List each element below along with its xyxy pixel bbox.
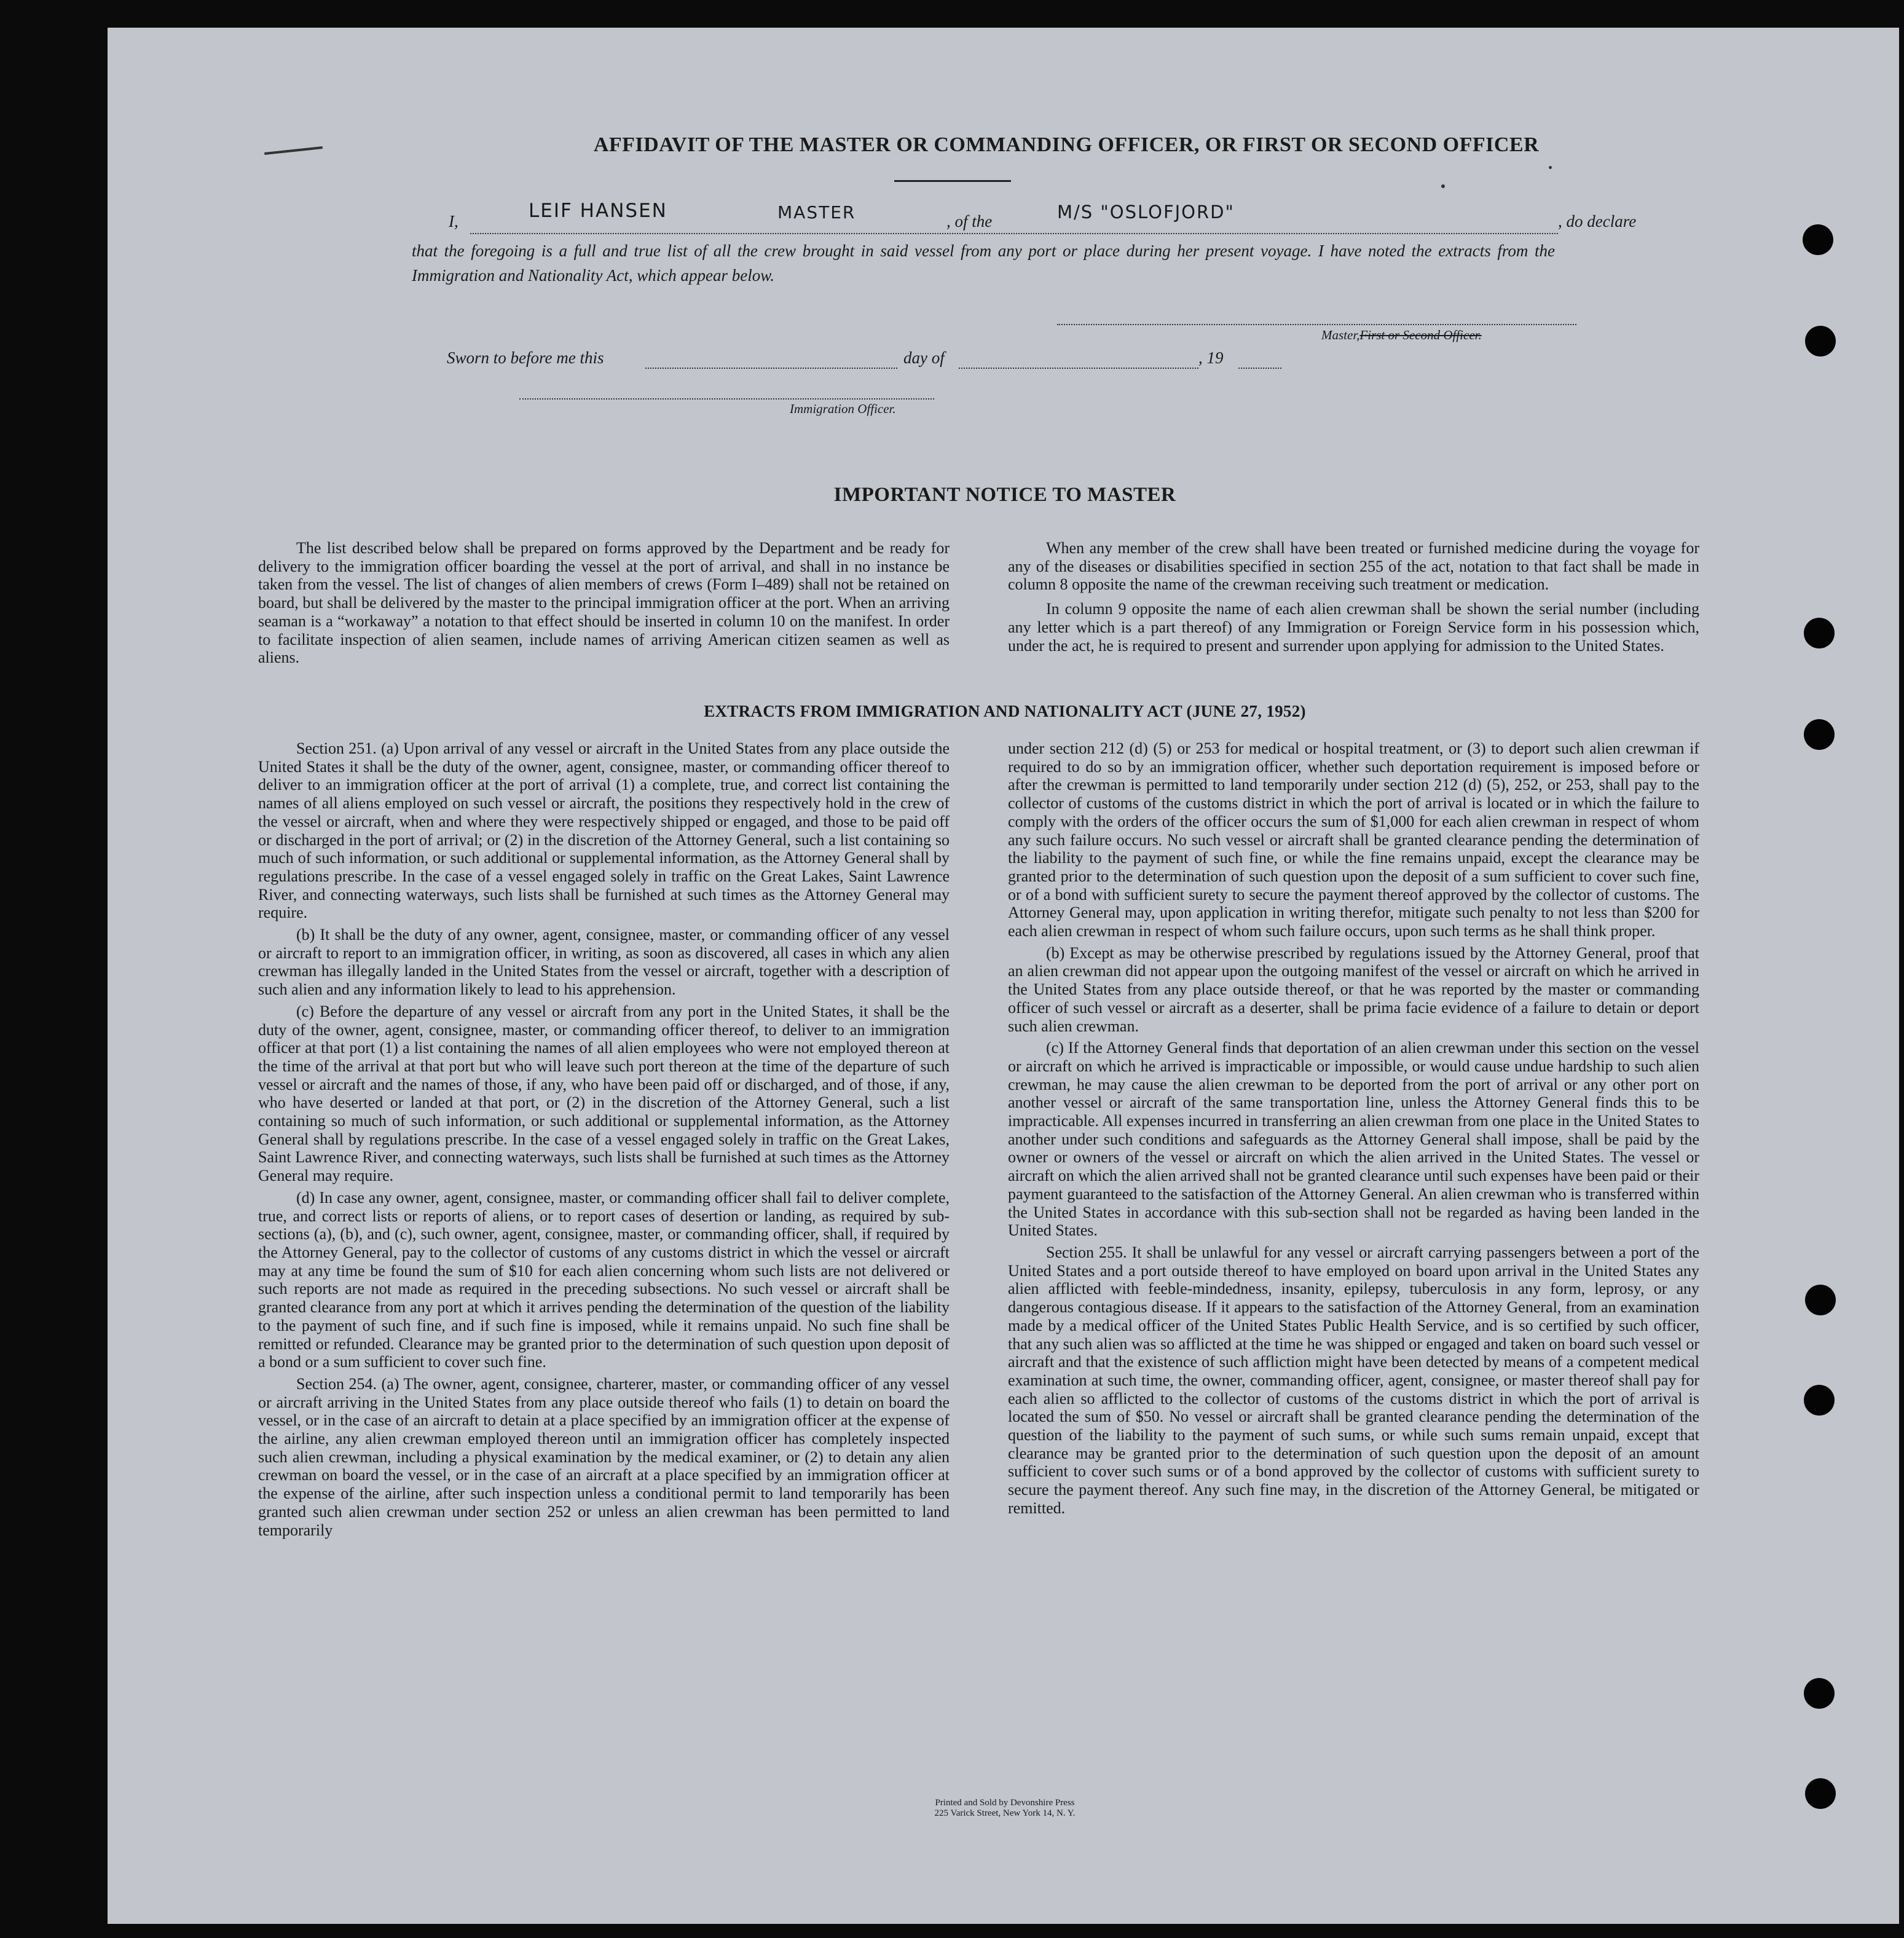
extracts-heading: EXTRACTS FROM IMMIGRATION AND NATIONALITY ACT (JUNE 27, 1952) — [704, 702, 1306, 720]
punch-hole — [1805, 326, 1836, 356]
of-the-label: , of the — [946, 212, 993, 230]
section-251-d: (d) In case any owner, agent, consignee, master, or commanding officer shall fail to deliver complete, true, and correct lists or reports of aliens, or to report cases of desertion or landing, as required by sub-sections (a), (b), and (c), such owner, agent, consignee, master, or commanding officer, shall, if required by the Attorney General, pay to the collector of customs of any customs district in which the vessel or aircraft may at any time be found the sum of $10 for each alien concerning whom such lists are not delivered or such reports are not made as required in the preceding subsections. No such vessel or aircraft shall be granted clearance from any port at which it arrives pending the determination of the question of the liability to the payment of such fine, and if such fine is imposed, while it remains unpaid. No such fine shall be remitted or refunded. Clearance may be granted prior to the determination of such question upon deposit of a bond or a sum sufficient to cover such fine. — [258, 1188, 950, 1371]
day-of-label: day of — [903, 349, 945, 367]
master-rank: MASTER — [777, 202, 856, 223]
master-label: Master, — [1321, 328, 1360, 342]
sworn-month-line — [959, 350, 1198, 369]
punch-hole — [1804, 1385, 1835, 1416]
punch-hole — [1805, 1285, 1836, 1315]
section-255: Section 255. It shall be unlawful for any vessel or aircraft carrying passengers between a port of the United States and a port outside thereof to have employed on board upon arrival in the United States any alien afflicted with feeble-mindedness, insanity, epilepsy, tuberculosis in any form, leprosy, or any dangerous contagious disease. If it appears to the satisfaction of the Attorney General, from an examination made by a medical officer of the United States Public Health Service, and is so certified by such officer, that any such alien was so afflicted at the time he was shipped or engaged and taken on board such vessel or aircraft and that the existence of such affliction might have been detected by means of a competent medical examination at such time, the owner, commanding officer, agent, consignee, or master thereof shall pay for each alien so afflicted to the collector of customs of the customs district in which the port of arrival is located the sum of $50. No vessel or aircraft shall be granted clearance pending the determination of the question of the liability to the payment of such sums, or while such sums remain unpaid, except that clearance may be granted prior to the determination of such question upon the deposit of an amount sufficient to cover such sums or of a bond approved by the collector of customs with sufficient surety to secure the payment thereof. Any such fine may, in the discretion of the Attorney General, be mitigated or remitted. — [1008, 1243, 1699, 1517]
extracts-right-column — [1008, 739, 1699, 1521]
punch-hole — [1804, 719, 1835, 750]
affidavit-title: AFFIDAVIT OF THE MASTER OR COMMANDING OFFICER, OR FIRST OR SECOND OFFICER — [593, 133, 1540, 156]
punch-hole — [1804, 618, 1835, 648]
notice-left-column — [258, 539, 950, 671]
declaration-body: that the foregoing is a full and true list of all the crew brought in said vessel from any port or place during her present voyage. I have noted the extracts from the Immigration and Nationality Act, which appear below. — [412, 242, 1555, 285]
punch-hole — [1804, 1678, 1835, 1709]
punch-hole — [1805, 1778, 1836, 1809]
printer-imprint — [808, 1798, 1202, 1819]
title-underline — [894, 180, 1011, 182]
printer-line-2: 225 Varick Street, New York 14, N. Y. — [934, 1808, 1076, 1818]
punch-hole — [1803, 224, 1833, 255]
sworn-label: Sworn to before me this — [447, 349, 604, 367]
officer-signature-line — [519, 398, 934, 400]
signature-caption — [1321, 328, 1482, 343]
master-name: LEIF HANSEN — [529, 200, 667, 222]
document-page — [108, 28, 1899, 1924]
extracts-left-column — [258, 739, 950, 1543]
do-declare-label: , do declare — [1558, 212, 1637, 230]
scan-dot — [1441, 184, 1445, 188]
sworn-day-line — [645, 350, 897, 369]
scan-mark — [264, 146, 323, 155]
section-254-c: (c) If the Attorney General finds that deportation of an alien crewman under this section on the vessel or aircraft on which he arrived is impracticable or impossible, or would cause undue hardship to such alien crewman, he may cause the alien crewman to be deported from the port of arrival or any other port on another vessel or aircraft of the same transportation line, unless the Attorney General finds this to be impracticable. All expenses incurred in transferring an alien crewman from one place in the United States to another under such conditions and safeguards as the Attorney General shall impose, shall be paid by the owner or owners of the vessel or aircraft on which the alien arrived in the United States. The vessel or aircraft on which the alien arrived shall not be granted clearance until such expenses have been paid or their payment guaranteed to the satisfaction of the Attorney General. An alien crewman who is transferred within the United States in accordance with this sub-section shall not be regarded as having been landed in the United States. — [1008, 1039, 1699, 1240]
section-251-c: (c) Before the departure of any vessel or aircraft from any port in the United States, it shall be the duty of the owner, agent, consignee, master, or commanding officer thereof, to deliver to an immigration officer at that port (1) a list containing the names of all alien employees who were not employed thereon at the time of the arrival at that port but who will leave such port thereon at the time of the departure of such vessel or aircraft and the names of those, if any, who have been paid off or discharged, and of those, if any, who have deserted or landed at that port, or (2) in the discretion of the Attorney General, such a list containing so much of such information, or such additional or supplemental information, as the Attorney General shall by regulations prescribe. In the case of a vessel engaged solely in traffic on the Great Lakes, Saint Lawrence River, and connecting waterways, such lists shall be furnished at such times as the Attorney General may require. — [258, 1002, 950, 1185]
section-254-b: (b) Except as may be otherwise prescribed by regulations issued by the Attorney General, proof that an alien crewman did not appear upon the outgoing manifest of the vessel or aircraft on which he arrived in the United States from any place outside thereof, or that he was reported by the master or commanding officer of such vessel or aircraft as a deserter, shall be prima facie evidence of a failure to detain or deport such alien crewman. — [1008, 943, 1699, 1035]
section-251-a: Section 251. (a) Upon arrival of any vessel or aircraft in the United States from any place outside the United States it shall be the duty of the owner, agent, consignee, master, or commanding officer thereof to deliver to an immigration officer at the port of arrival (1) a complete, true, and correct list containing the names of all aliens employed on such vessel or aircraft, the positions they respectively hold in the crew of the vessel or aircraft, when and where they were respectively shipped or engaged, and those to be paid off or discharged in the port of arrival; or (2) in the discretion of the Attorney General, such a list containing so much of such information, or such additional or supplemental information, as the Attorney General shall by regulations prescribe. In the case of a vessel engaged solely in traffic on the Great Lakes, Saint Lawrence River, and connecting waterways, such lists shall be furnished at such times as the Attorney General may require. — [258, 739, 950, 922]
signature-line — [1057, 324, 1576, 325]
notice-right-paragraph-2: In column 9 opposite the name of each alien crewman shall be shown the serial number (including any letter which is a part thereof) of any Immigration or Foreign Service form in his possession which, under the act, he is required to present and surrender upon applying for admission to the United States. — [1008, 600, 1699, 655]
notice-left-paragraph: The list described below shall be prepared on forms approved by the Department and be ready for delivery to the immigration officer boarding the vessel at the port of arrival, and shall in no instance be taken from the vessel. The list of changes of alien members of crews (Form I–489) shall not be retained on board, but shall be delivered by the master to the principal immigration officer at the port. When an arriving seaman is a “workaway” a notation to that effect should be inserted in column 10 on the manifest. In order to facilitate inspection of alien seamen, include names of arriving American citizen seamen as well as aliens. — [258, 539, 950, 667]
section-254-a: Section 254. (a) The owner, agent, consignee, charterer, master, or commanding officer of any vessel or aircraft arriving in the United States from any place outside thereof who fails (1) to detain on board the vessel, or in the case of an aircraft to detain at a place specified by an immigration officer at the expense of the airline, any alien crewman employed thereon until an immigration officer has completely inspected such alien crewman, including a physical examination by the medical examiner, or (2) to detain any alien crewman on board the vessel, or in the case of an aircraft at a place specified by an immigration officer at the expense of the airline, after such inspection unless a conditional permit to land temporarily has been granted such alien crewman under section 252 or unless an alien crewman has been permitted to land temporarily — [258, 1374, 950, 1539]
struck-officer-label: First or Second Officer. — [1359, 328, 1482, 342]
year-label: , 19 — [1198, 349, 1224, 367]
vessel-name: M/S "OSLOFJORD" — [1057, 202, 1235, 223]
officer-label: Immigration Officer. — [790, 401, 896, 416]
declaration-prefix: I, — [449, 212, 458, 230]
printer-line-1: Printed and Sold by Devonshire Press — [935, 1798, 1075, 1808]
notice-right-column — [1008, 539, 1699, 658]
sworn-year-line — [1238, 350, 1281, 369]
notice-heading: IMPORTANT NOTICE TO MASTER — [833, 484, 1176, 506]
scan-dot — [1549, 166, 1552, 169]
notice-right-paragraph-1: When any member of the crew shall have been treated or furnished medicine during the voyage for any of the diseases or disabilities specified in section 255 of the act, notation to that fact shall be made in column 8 opposite the name of the crewman receiving such treatment or medication. — [1008, 539, 1699, 594]
section-254-a-continued: under section 212 (d) (5) or 253 for medical or hospital treatment, or (3) to deport such alien crewman if required to do so by an immigration officer, whether such deportation requirement is imposed before or after the crewman is permitted to land temporarily under section 212 (d) (5), 252, or 253, shall pay to the collector of customs of the customs district in which the port of arrival is located or in which the failure to comply with the orders of the officer occurs the sum of $1,000 for each alien crewman in respect of whom any such failure occurs. No such vessel or aircraft shall be granted clearance pending the determination of the liability to the payment of such fine, or while the fine remains unpaid, except the clearance may be granted prior to the determination of such question upon the deposit of a sum sufficient to cover such fine, or of a bond with sufficient surety to secure the payment thereof approved by the collector of customs. The Attorney General may, upon application in writing therefor, mitigate such penalty to not less than $200 for each alien crewman in respect of whom such failure occurs, upon such terms as he shall think proper. — [1008, 739, 1699, 940]
section-251-b: (b) It shall be the duty of any owner, agent, consignee, master, or commanding officer of any vessel or aircraft to report to an immigration officer, in writing, as soon as discovered, all cases in which any alien crewman has illegally landed in the United States from the vessel or aircraft, together with a description of such alien and any information likely to lead to his apprehension. — [258, 926, 950, 999]
